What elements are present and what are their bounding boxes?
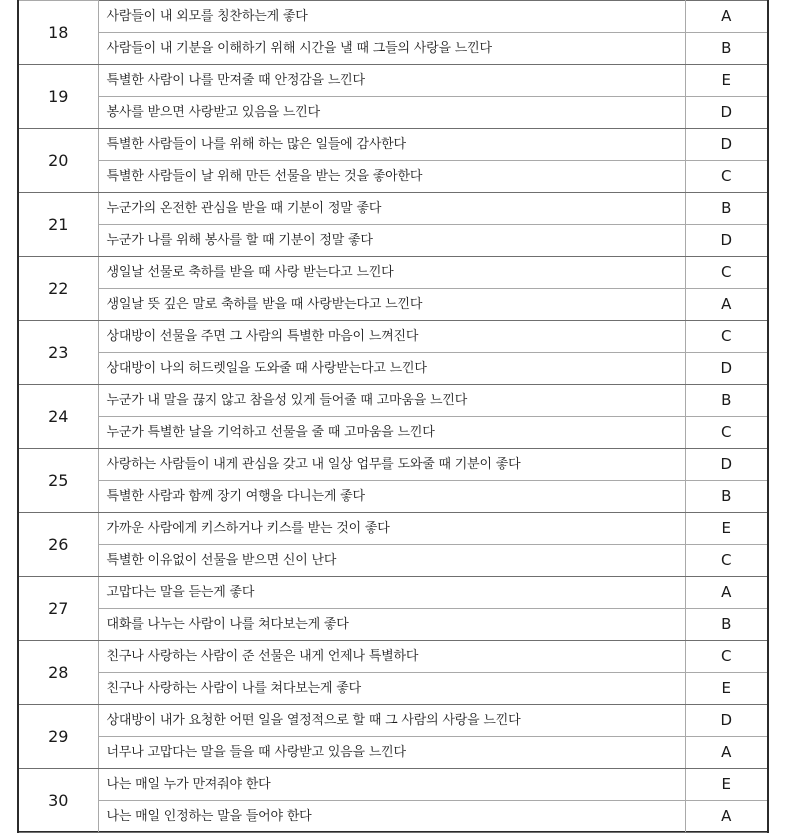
statement-text: 누군가 나를 위해 봉사를 할 때 기분이 정말 좋다	[98, 225, 685, 257]
question-number: 28	[19, 641, 98, 705]
answer-letter: C	[685, 641, 767, 673]
statement-row	[19, 673, 767, 705]
statement-text: 상대방이 내가 요청한 어떤 일을 열정적으로 할 때 그 사람의 사랑을 느낀다	[98, 705, 685, 737]
statement-text: 특별한 사람과 함께 장기 여행을 다니는게 좋다	[98, 481, 685, 513]
statement-text: 생일날 뜻 깊은 말로 축하를 받을 때 사랑받는다고 느낀다	[98, 289, 685, 321]
statement-text: 나는 매일 인정하는 말을 들어야 한다	[98, 801, 685, 833]
answer-letter: B	[685, 33, 767, 65]
statement-row	[19, 737, 767, 769]
answer-letter: B	[685, 385, 767, 417]
statement-row	[19, 385, 767, 417]
answer-letter: E	[685, 513, 767, 545]
answer-letter: A	[685, 737, 767, 769]
statement-row	[19, 641, 767, 673]
statement-row	[19, 1, 767, 33]
statement-text: 상대방이 나의 허드렛일을 도와줄 때 사랑받는다고 느낀다	[98, 353, 685, 385]
statement-row	[19, 257, 767, 289]
statement-row	[19, 225, 767, 257]
statement-text: 특별한 이유없이 선물을 받으면 신이 난다	[98, 545, 685, 577]
statement-text: 가까운 사람에게 키스하거나 키스를 받는 것이 좋다	[98, 513, 685, 545]
answer-letter: C	[685, 257, 767, 289]
statement-row	[19, 321, 767, 353]
answer-letter: E	[685, 65, 767, 97]
statement-text: 봉사를 받으면 사랑받고 있음을 느낀다	[98, 97, 685, 129]
answer-letter: D	[685, 353, 767, 385]
answer-letter: D	[685, 97, 767, 129]
answer-letter: D	[685, 705, 767, 737]
statement-text: 생일날 선물로 축하를 받을 때 사랑 받는다고 느낀다	[98, 257, 685, 289]
statement-row	[19, 33, 767, 65]
question-number: 27	[19, 577, 98, 641]
statement-text: 나는 매일 누가 만져줘야 한다	[98, 769, 685, 801]
statement-text: 누군가의 온전한 관심을 받을 때 기분이 정말 좋다	[98, 193, 685, 225]
answer-letter: E	[685, 769, 767, 801]
statement-text: 특별한 사람들이 나를 위해 하는 많은 일들에 감사한다	[98, 129, 685, 161]
statement-row	[19, 609, 767, 641]
statement-text: 사랑하는 사람들이 내게 관심을 갖고 내 일상 업무를 도와줄 때 기분이 좋다	[98, 449, 685, 481]
question-number: 18	[19, 1, 98, 65]
statement-row	[19, 769, 767, 801]
answer-letter: A	[685, 577, 767, 609]
answer-letter: C	[685, 417, 767, 449]
statement-text: 사람들이 내 기분을 이해하기 위해 시간을 낼 때 그들의 사랑을 느낀다	[98, 33, 685, 65]
statement-row	[19, 289, 767, 321]
statement-row	[19, 577, 767, 609]
questionnaire-body	[19, 1, 767, 833]
question-number: 22	[19, 257, 98, 321]
statement-text: 특별한 사람이 나를 만져줄 때 안정감을 느낀다	[98, 65, 685, 97]
statement-row	[19, 801, 767, 833]
answer-letter: C	[685, 321, 767, 353]
statement-text: 누군가 특별한 날을 기억하고 선물을 줄 때 고마움을 느낀다	[98, 417, 685, 449]
question-number: 29	[19, 705, 98, 769]
answer-letter: B	[685, 481, 767, 513]
question-number: 23	[19, 321, 98, 385]
question-number: 25	[19, 449, 98, 513]
statement-row	[19, 449, 767, 481]
answer-letter: A	[685, 801, 767, 833]
questionnaire-sheet	[17, 0, 769, 833]
question-number: 24	[19, 385, 98, 449]
answer-letter: B	[685, 609, 767, 641]
statement-row	[19, 193, 767, 225]
statement-row	[19, 353, 767, 385]
answer-letter: A	[685, 289, 767, 321]
question-number: 19	[19, 65, 98, 129]
statement-row	[19, 481, 767, 513]
statement-row	[19, 705, 767, 737]
statement-text: 친구나 사랑하는 사람이 준 선물은 내게 언제나 특별하다	[98, 641, 685, 673]
statement-text: 고맙다는 말을 듣는게 좋다	[98, 577, 685, 609]
questionnaire-table	[19, 0, 767, 833]
answer-letter: D	[685, 449, 767, 481]
answer-letter: C	[685, 161, 767, 193]
answer-letter: E	[685, 673, 767, 705]
statement-text: 상대방이 선물을 주면 그 사람의 특별한 마음이 느껴진다	[98, 321, 685, 353]
statement-text: 사람들이 내 외모를 칭찬하는게 좋다	[98, 1, 685, 33]
statement-row	[19, 417, 767, 449]
statement-text: 너무나 고맙다는 말을 들을 때 사랑받고 있음을 느낀다	[98, 737, 685, 769]
answer-letter: A	[685, 1, 767, 33]
question-number: 30	[19, 769, 98, 833]
answer-letter: D	[685, 225, 767, 257]
statement-text: 누군가 내 말을 끊지 않고 참을성 있게 들어줄 때 고마움을 느낀다	[98, 385, 685, 417]
answer-letter: D	[685, 129, 767, 161]
statement-row	[19, 97, 767, 129]
statement-row	[19, 129, 767, 161]
answer-letter: B	[685, 193, 767, 225]
answer-letter: C	[685, 545, 767, 577]
statement-text: 친구나 사랑하는 사람이 나를 쳐다보는게 좋다	[98, 673, 685, 705]
statement-text: 대화를 나누는 사람이 나를 쳐다보는게 좋다	[98, 609, 685, 641]
statement-row	[19, 513, 767, 545]
statement-text: 특별한 사람들이 날 위해 만든 선물을 받는 것을 좋아한다	[98, 161, 685, 193]
statement-row	[19, 65, 767, 97]
question-number: 21	[19, 193, 98, 257]
question-number: 20	[19, 129, 98, 193]
question-number: 26	[19, 513, 98, 577]
statement-row	[19, 545, 767, 577]
statement-row	[19, 161, 767, 193]
